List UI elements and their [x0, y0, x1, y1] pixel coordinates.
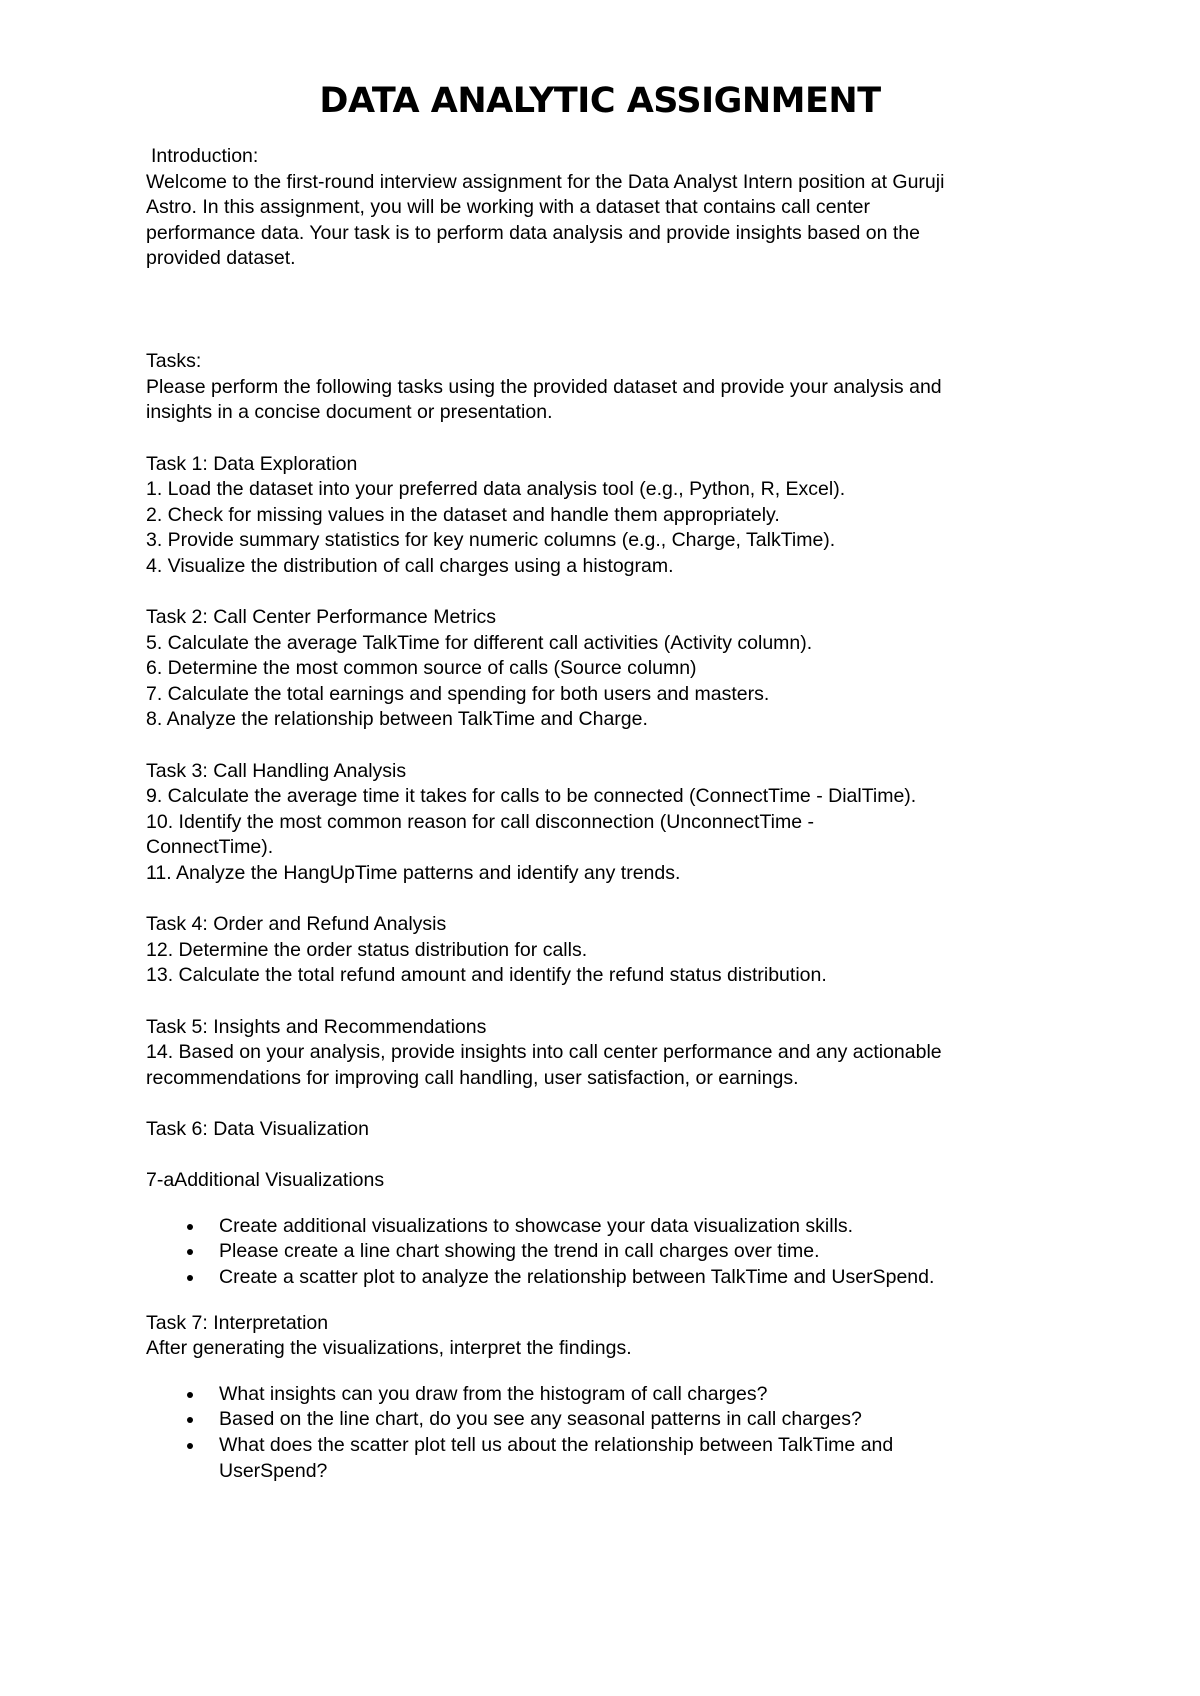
intro-line: performance data. Your task is to perform data analysis and provide insights based on the [146, 221, 920, 244]
intro-heading: Introduction: [151, 145, 259, 167]
task-item: 7. Calculate the total earnings and spending for both users and masters. [146, 682, 770, 705]
task-item: ConnectTime). [146, 836, 274, 859]
task-item: 9. Calculate the average time it takes for calls to be connected (ConnectTime - DialTime). [146, 785, 917, 808]
task7-bullet-list [146, 1382, 1076, 1484]
task-item: 10. Identify the most common reason for call disconnection (UnconnectTime - [146, 810, 814, 833]
bullet-continuation: UserSpend? [219, 1459, 328, 1482]
task-item: 12. Determine the order status distribution for calls. [146, 938, 588, 961]
task-item: 4. Visualize the distribution of call charges using a histogram. [146, 554, 674, 577]
task-item: 13. Calculate the total refund amount and identify the refund status distribution. [146, 964, 827, 987]
intro-line: provided dataset. [146, 247, 296, 270]
document-title: DATA ANALYTIC ASSIGNMENT [319, 81, 881, 121]
tasks-heading: Tasks: [146, 350, 202, 373]
task7-intro: After generating the visualizations, interpret the findings. [146, 1337, 632, 1360]
task6-bullet-list [146, 1214, 1076, 1291]
bullet-item: Create additional visualizations to showcase your data visualization skills. [146, 1214, 1076, 1240]
bullet-item: What insights can you draw from the histogram of call charges? [146, 1382, 1076, 1408]
tasks-intro-line: insights in a concise document or presentation. [146, 401, 553, 424]
bullet-item: Create a scatter plot to analyze the relationship between TalkTime and UserSpend. [146, 1265, 1076, 1291]
bullet-item: Please create a line chart showing the trend in call charges over time. [146, 1239, 1076, 1265]
task-item: 14. Based on your analysis, provide insights into call center performance and any actionable [146, 1041, 942, 1064]
task-item: recommendations for improving call handling, user satisfaction, or earnings. [146, 1066, 799, 1089]
task-item: 1. Load the dataset into your preferred data analysis tool (e.g., Python, R, Excel). [146, 478, 846, 501]
task6-subheading: 7-aAdditional Visualizations [146, 1169, 385, 1192]
document-body [146, 144, 1076, 1484]
intro-line: Welcome to the first-round interview assignment for the Data Analyst Intern position at Guruji [146, 170, 945, 193]
tasks-intro-line: Please perform the following tasks using the provided dataset and provide your analysis and [146, 375, 942, 398]
task-item: 8. Analyze the relationship between TalkTime and Charge. [146, 708, 648, 731]
bullet-item: Based on the line chart, do you see any seasonal patterns in call charges? [146, 1407, 1076, 1433]
task-item: 3. Provide summary statistics for key numeric columns (e.g., Charge, TalkTime). [146, 529, 836, 552]
task7-heading: Task 7: Interpretation [146, 1311, 329, 1334]
task4-heading: Task 4: Order and Refund Analysis [146, 913, 447, 936]
task5-heading: Task 5: Insights and Recommendations [146, 1015, 487, 1038]
task-item: 11. Analyze the HangUpTime patterns and identify any trends. [146, 862, 681, 885]
task6-heading: Task 6: Data Visualization [146, 1117, 369, 1140]
task1-heading: Task 1: Data Exploration [146, 452, 358, 475]
task-item: 6. Determine the most common source of calls (Source column) [146, 657, 697, 680]
intro-line: Astro. In this assignment, you will be working with a dataset that contains call center [146, 196, 871, 219]
task-item: 5. Calculate the average TalkTime for different call activities (Activity column). [146, 631, 813, 654]
task-item: 2. Check for missing values in the dataset and handle them appropriately. [146, 503, 780, 526]
task3-heading: Task 3: Call Handling Analysis [146, 759, 407, 782]
bullet-item: What does the scatter plot tell us about the relationship between TalkTime and [146, 1433, 1076, 1459]
task2-heading: Task 2: Call Center Performance Metrics [146, 606, 497, 629]
